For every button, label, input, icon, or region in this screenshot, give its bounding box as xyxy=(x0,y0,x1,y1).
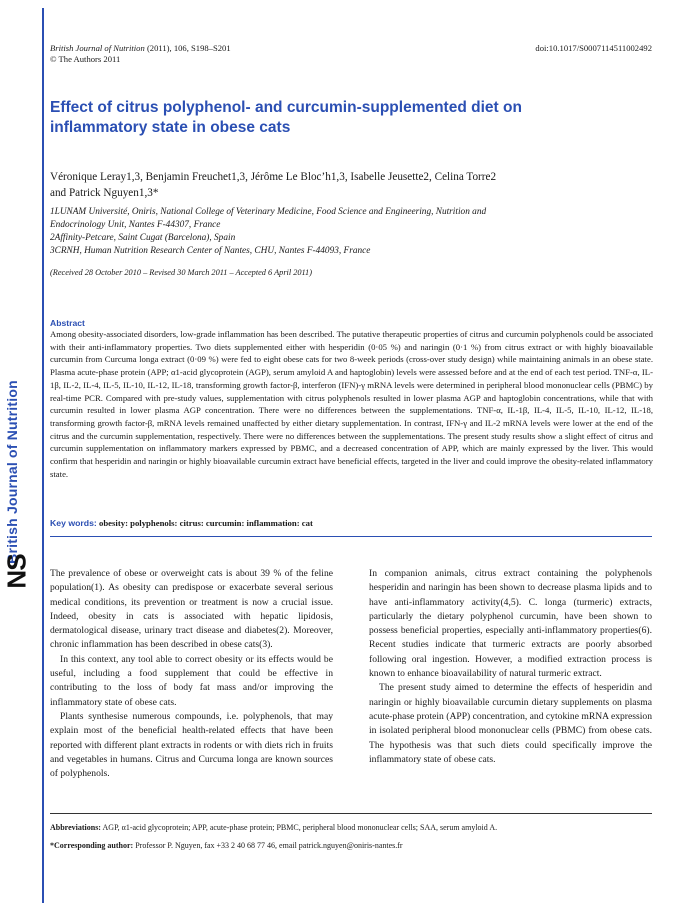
affiliations xyxy=(50,206,650,258)
abbreviations-text: AGP, α1-acid glycoprotein; APP, acute-phase protein; PBMC, peripheral blood mononuclear cells; SAA, serum amyloid A. xyxy=(102,823,498,832)
citation-details: (2011), 106, S198–S201 xyxy=(146,43,231,53)
authors-line-2: and Patrick Nguyen1,3* xyxy=(50,187,159,199)
citation-header xyxy=(50,43,231,65)
abbreviations-footnote xyxy=(50,822,652,833)
abstract-text: Among obesity-associated disorders, low-grade inflammation has been described. The putative therapeutic properties of citrus and curcumin polyphenols could be associated with their anti-inflammatory properties. Two diets supplemented either with hesperidin (0·05 %) and naringin (0·1 %) from citrus extract or with highly bioavailable curcumin from Curcuma longa extract (0·09 %) were fed to eight obese cats for two 8-week periods (cross-over study design) while maintaining animals in an obese state. Plasma acute-phase protein (APP; α1-acid glycoprotein (AGP), serum amyloid A and haptoglobin) levels were assessed before and at the end of each test period. TNF-α, IL-1β, IL-2, IL-4, IL-5, IL-10, IL-12, IL-18, transforming growth factor-β, interferon (IFN)-γ mRNA levels were determined in peripheral blood mononuclear cells (PBMC) by real-time PCR. Compared with pre-study values, supplementation with citrus polyphenols resulted in lower plasma AGP and haptoglobin concentrations, while that with curcumin resulted in lower plasma AGP concentration. There were no differences between the supplementations. TNF-α, IL-1β, IL-4, IL-5, IL-10, IL-12, IL-18, transforming growth factor-β, mRNA levels remained unaffected by either dietary supplementation. In contrast, IFN-γ and IL-2 mRNA levels were lower at the end of the citrus and the curcumin supplementation, respectively. There were no differences between the supplementations. The present study results show a slight effect of citrus and curcumin supplementation on inflammatory markers expressed by PBMC, and a decreased concentration of APP, which are mainly expressed by the liver. This would confirm that hesperidin and naringin or highly bioavailable curcumin extract have beneficial effects, targeted in the liver and could improve the obesity-related inflammatory state. xyxy=(50,329,653,479)
affiliation-2: 2Affinity-Petcare, Saint Cugat (Barcelona), Spain xyxy=(50,233,236,243)
title-line-2: inflammatory state in obese cats xyxy=(50,119,291,136)
journal-side-label: British Journal of Nutrition xyxy=(4,380,20,564)
body-paragraph: In this context, any tool able to correct obesity or its effects would be useful, including a food supplement that could be effective in contributing to the loss of body fat mass and/or improving the inflammatory state of obese cats. xyxy=(50,653,333,708)
keywords xyxy=(50,518,650,528)
ns-logo-text: NS xyxy=(1,553,32,589)
corresponding-label: *Corresponding author: xyxy=(50,841,134,850)
journal-side-rule xyxy=(42,8,44,903)
body-paragraph: Plants synthesise numerous compounds, i.e. polyphenols, that may explain most of the beneficial health-related effects that have been reported with different plant extracts in rodents or with diets rich in fruits and vegetables in humans. Citrus and Curcuma longa are known sources of polyphenols. xyxy=(50,710,333,780)
received-dates: (Received 28 October 2010 – Revised 30 March 2011 – Accepted 6 April 2011) xyxy=(50,268,312,277)
copyright: © The Authors 2011 xyxy=(50,54,121,64)
affiliation-1a: 1LUNAM Université, Oniris, National College of Veterinary Medicine, Food Science and Engineering, Nutrition and xyxy=(50,207,487,217)
body-column-left xyxy=(50,567,333,781)
body-paragraph: The prevalence of obese or overweight cats is about 39 % of the feline population(1). As obesity can predispose or exacerbate several serious medical conditions, its prevention or treatment is now a crucial issue. Indeed, obesity in cats is associated with hepatic lipidosis, dermatological disease, urinary tract disease and diabetes(2). Moreover, chronic inflammation has been described in obese cats(3). xyxy=(50,568,333,651)
corresponding-footnote xyxy=(50,840,652,851)
keywords-label: Key words: xyxy=(50,518,97,528)
body-paragraph: In companion animals, citrus extract containing the polyphenols hesperidin and naringin has been shown to decrease plasma lipids and to have anti-inflammatory activity(4,5). C. longa (turmeric) extracts, particularly the dietary polyphenol curcumin, have been shown to possess beneficial properties, especially anti-inflammatory properties(6). Recent studies indicate that turmeric extracts are poorly absorbed following oral ingestion. However, a modified extraction process is known to enhance bioavailability of natural turmeric extract. xyxy=(369,568,652,680)
corresponding-text[interactable]: Professor P. Nguyen, fax +33 2 40 68 77 46, email patrick.nguyen@oniris-nantes.fr xyxy=(135,841,403,850)
author-list xyxy=(50,169,650,201)
article-title xyxy=(50,98,610,138)
ns-logo xyxy=(0,548,34,594)
keywords-rule xyxy=(50,536,652,537)
footnote-rule xyxy=(50,813,652,814)
abbreviations-label: Abbreviations: xyxy=(50,823,101,832)
body-paragraph: The present study aimed to determine the effects of hesperidin and naringin or highly bioavailable curcumin dietary supplements on plasma acute-phase protein (APP) concentration, and cytokine mRNA expression in isolated peripheral blood mononuclear cells (PBMC) from obese cats. The hypothesis was that such diets could specifically improve the inflammatory state of obese cats. xyxy=(369,682,652,765)
keywords-value: obesity: polyphenols: citrus: curcumin: inflammation: cat xyxy=(99,518,313,528)
title-line-1: Effect of citrus polyphenol- and curcumin-supplemented diet on xyxy=(50,99,522,116)
affiliation-3: 3CRNH, Human Nutrition Research Center of Nantes, CHU, Nantes F-44093, France xyxy=(50,246,371,256)
authors-line-1: Véronique Leray1,3, Benjamin Freuchet1,3, Jérôme Le Bloc’h1,3, Isabelle Jeusette2, Celina Torre2 xyxy=(50,171,497,183)
affiliation-1b: Endocrinology Unit, Nantes F-44307, France xyxy=(50,220,221,230)
doi[interactable]: doi:10.1017/S0007114511002492 xyxy=(535,43,652,53)
body-column-right xyxy=(369,567,652,767)
citation-journal: British Journal of Nutrition xyxy=(50,43,145,53)
abstract-heading: Abstract xyxy=(50,318,85,328)
